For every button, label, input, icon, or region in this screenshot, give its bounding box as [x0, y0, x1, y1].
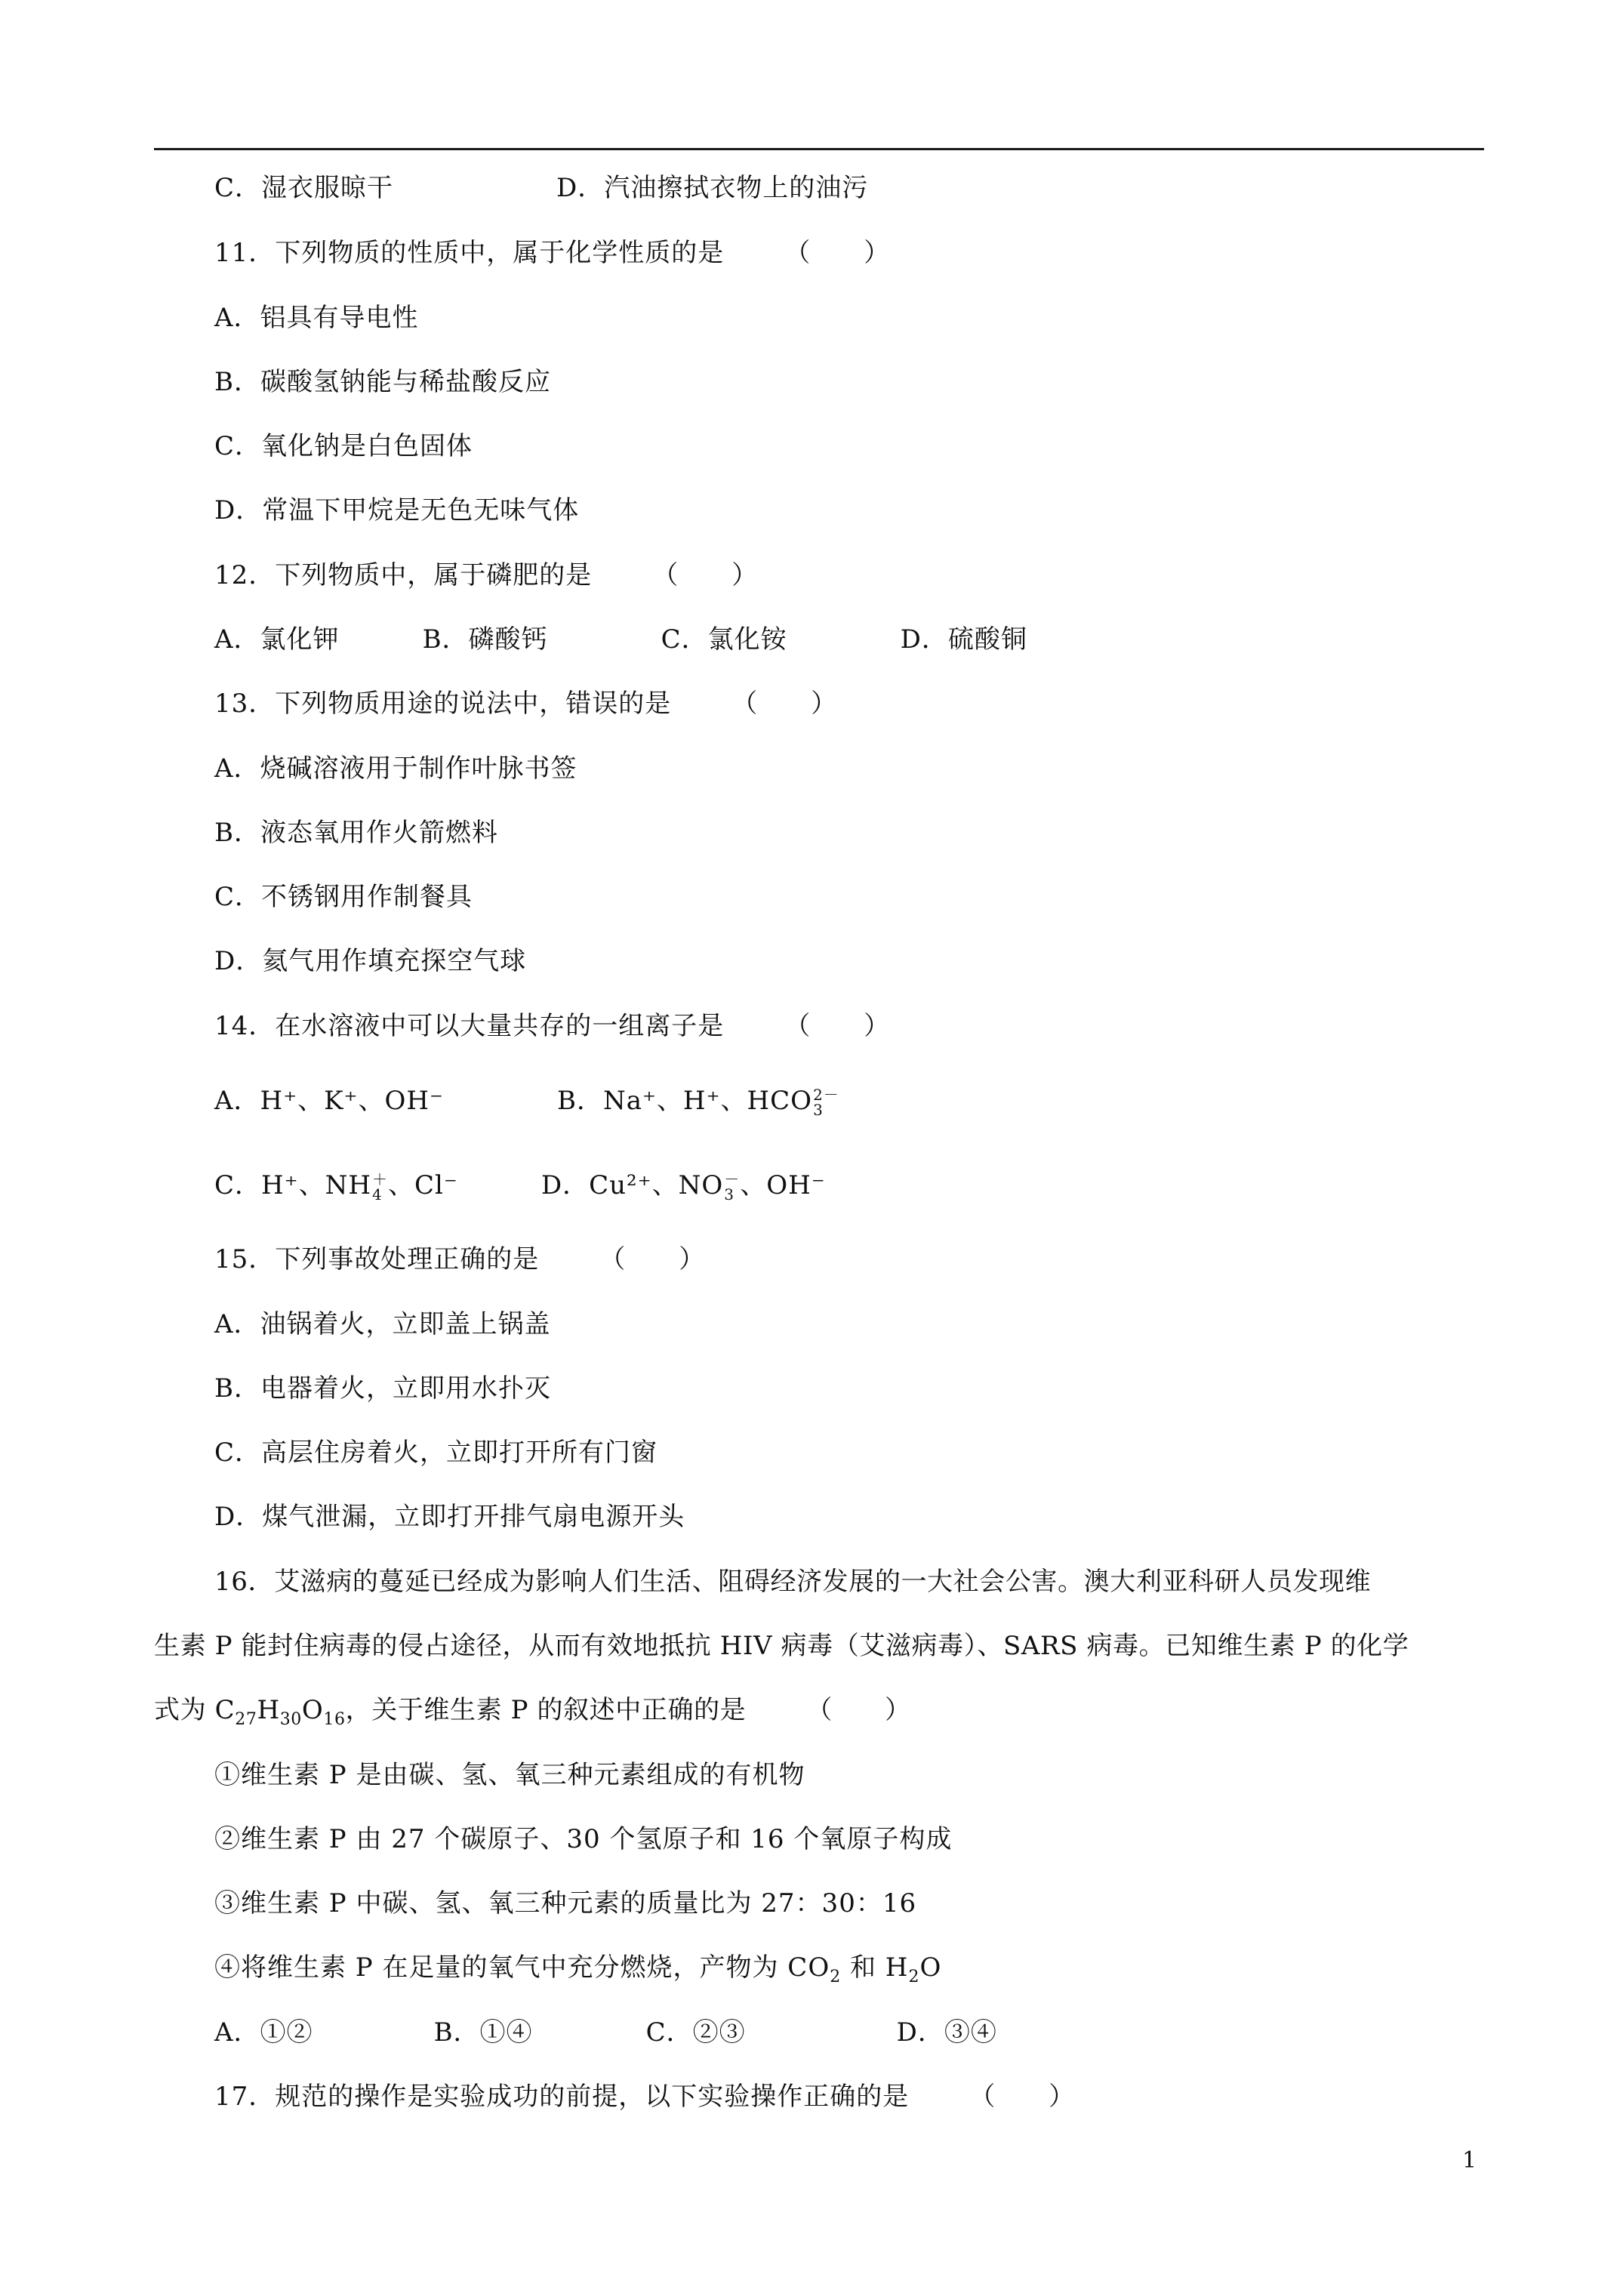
q16-option-b: B．①④	[433, 2017, 533, 2048]
q15-option-c: C．高层住房着火，立即打开所有门窗	[214, 1438, 658, 1468]
q12-option-b: B．磷酸钙	[422, 624, 548, 655]
q13-option-d: D．氦气用作填充探空气球	[214, 946, 527, 976]
q12-option-a: A．氯化钾	[214, 624, 340, 655]
q11-option-b: B．碳酸氢钠能与稀盐酸反应	[214, 367, 551, 397]
q15-option-a: A．油锅着火，立即盖上锅盖	[214, 1309, 551, 1339]
page-number: 1	[1462, 2147, 1477, 2174]
q14-options-row-cd	[214, 1166, 826, 1204]
q14-option-c: C．H⁺、NH ＋ 4 、Cl⁻	[214, 1170, 458, 1203]
q12-option-c: C．氯化铵	[661, 624, 787, 655]
q13-stem: 13．下列物质用途的说法中，错误的是 （ ）	[214, 689, 838, 719]
q15-stem: 15．下列事故处理正确的是 （ ）	[214, 1244, 706, 1274]
q16-paragraph-line1: 16．艾滋病的蔓延已经成为影响人们生活、阻碍经济发展的一大社会公害。澳大利亚科研人员发现维	[214, 1567, 1372, 1597]
q16-statement-1: ①维生素 P 是由碳、氢、氧三种元素组成的有机物	[214, 1760, 805, 1790]
q16-options-row	[214, 2014, 997, 2051]
q14-stem: 14．在水溶液中可以大量共存的一组离子是 （ ）	[214, 1011, 891, 1041]
q16-option-d: D．③④	[896, 2017, 997, 2048]
q14-option-d: D．Cu²⁺、NO － 3 、OH⁻	[540, 1170, 826, 1203]
q13-option-a: A．烧碱溶液用于制作叶脉书签	[214, 754, 577, 784]
q10-option-c: C．湿衣服晾干	[214, 173, 394, 203]
q15-option-d: D．煤气泄漏，立即打开排气扇电源开头	[214, 1502, 685, 1532]
q11-option-d: D．常温下甲烷是无色无味气体	[214, 495, 580, 525]
q13-option-c: C．不锈钢用作制餐具	[214, 882, 473, 912]
q16-option-c: C．②③	[645, 2017, 746, 2048]
q12-option-d: D．硫酸铜	[900, 624, 1027, 655]
q13-option-b: B．液态氧用作火箭燃料	[214, 818, 498, 848]
q15-option-b: B．电器着火，立即用水扑灭	[214, 1373, 551, 1404]
q10-options-row	[214, 169, 868, 207]
q17-stem: 17．规范的操作是实验成功的前提，以下实验操作正确的是 （ ）	[214, 2082, 1076, 2112]
q16-statement-2: ②维生素 P 由 27 个碳原子、30 个氢原子和 16 个氧原子构成	[214, 1824, 953, 1854]
q16-paragraph-line2: 生素 P 能封住病毒的侵占途径，从而有效地抵抗 HIV 病毒（艾滋病毒）、SARS 病毒。已知维生素 P 的化学	[154, 1631, 1409, 1661]
q16-statement-4: ④将维生素 P 在足量的氧气中充分燃烧，产物为 $CO_2$ 和 $H_2O$	[214, 1952, 942, 1986]
header-rule	[154, 148, 1484, 150]
q14-option-b: B．Na⁺、H⁺、HCO 2－ 3	[556, 1086, 839, 1119]
q14-option-a: A．H⁺、K⁺、OH⁻	[214, 1086, 444, 1116]
q11-option-a: A．铝具有导电性	[214, 303, 419, 333]
q16-statement-3: ③维生素 P 中碳、氢、氧三种元素的质量比为 27：30：16	[214, 1888, 917, 1918]
q11-option-c: C．氧化钠是白色固体	[214, 431, 473, 461]
q16-option-a: A．①②	[214, 2017, 313, 2048]
q10-option-d: D．汽油擦拭衣物上的油污	[556, 173, 869, 203]
q16-paragraph-line3: 式为 $C_{27}H_{30}O_{16}$，关于维生素 P 的叙述中正确的是 （ ）	[154, 1695, 911, 1729]
q14-options-row-ab	[214, 1082, 839, 1120]
q12-options-row	[214, 621, 1027, 658]
q11-stem: 11．下列物质的性质中，属于化学性质的是 （ ）	[214, 238, 891, 268]
q12-stem: 12．下列物质中，属于磷肥的是 （ ）	[214, 560, 759, 590]
